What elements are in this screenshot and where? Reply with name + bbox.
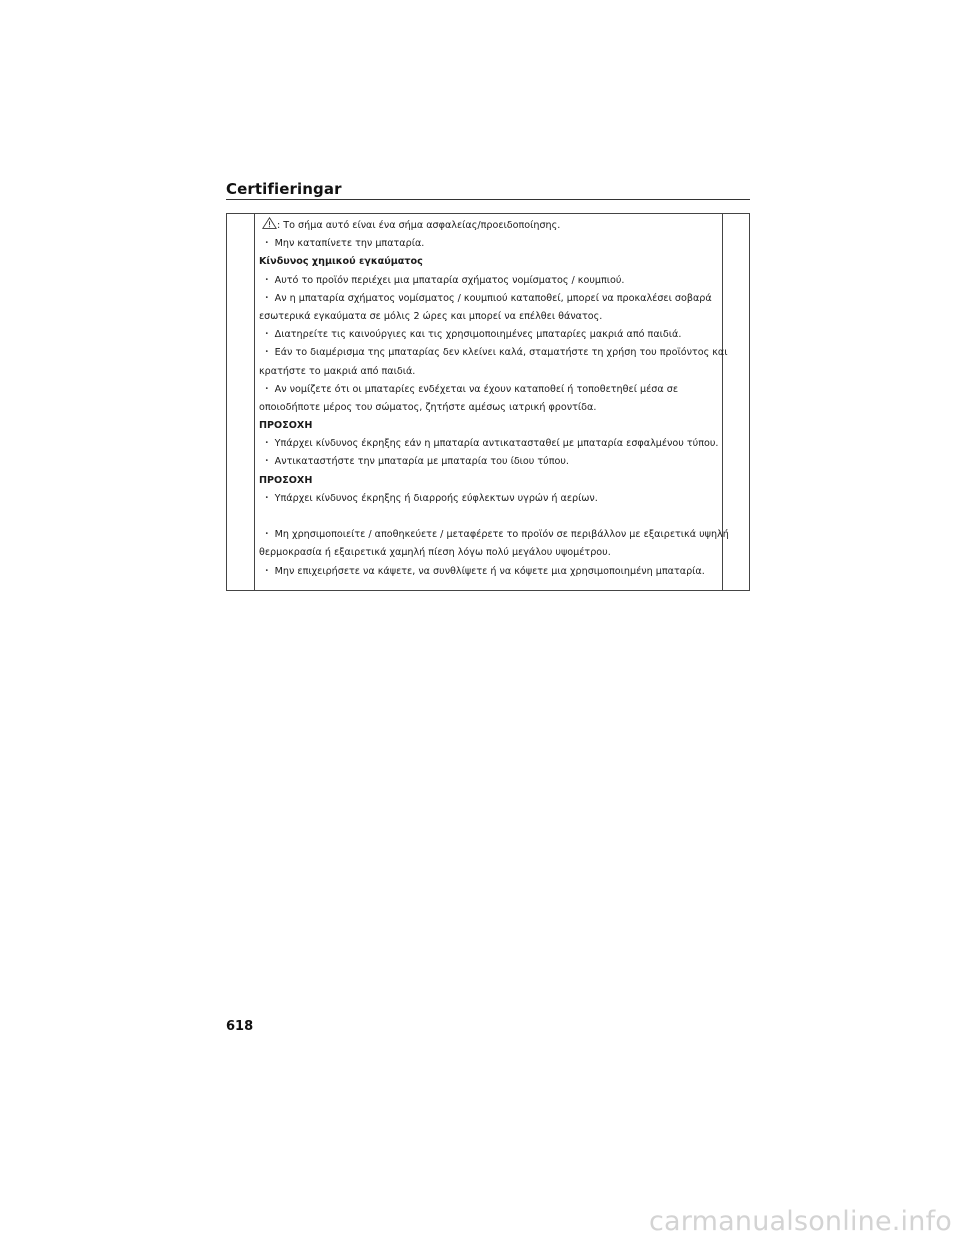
- notice-bullet: ・ Μη χρησιμοποιείτε / αποθηκεύετε / μεταφέρετε το προϊόν σε περιβάλλον με εξαιρετικά υψηλή: [262, 529, 729, 541]
- notice-blank-line: [259, 508, 719, 526]
- warning-triangle-icon: [262, 217, 277, 229]
- notice-content: [259, 217, 729, 581]
- notice-line-warning-symbol: [259, 217, 719, 235]
- notice-heading: ΠΡΟΣΟΧΗ: [259, 420, 313, 432]
- notice-bullet: ・ Αν νομίζετε ότι οι μπαταρίες ενδέχεται να έχουν καταποθεί ή τοποθετηθεί μέσα σε: [262, 383, 679, 395]
- notice-line-text: : Το σήμα αυτό είναι ένα σήμα ασφαλείας/προειδοποίησης.: [277, 220, 561, 231]
- notice-bullet: ・ Διατηρείτε τις καινούργιες και τις χρησιμοποιημένες μπαταρίες μακριά από παιδιά.: [262, 329, 682, 341]
- page-number: 618: [226, 1019, 254, 1034]
- notice-heading: ΠΡΟΣΟΧΗ: [259, 474, 313, 486]
- notice-bullet: ・ Εάν το διαμέρισμα της μπαταρίας δεν κλείνει καλά, σταματήστε τη χρήση του προϊόντος και: [262, 347, 728, 359]
- notice-bullet: ・ Υπάρχει κίνδυνος έκρηξης ή διαρροής εύφλεκτων υγρών ή αερίων.: [262, 492, 598, 504]
- notice-bullet: ・ Αν η μπαταρία σχήματος νομίσματος / κουμπιού καταποθεί, μπορεί να προκαλέσει σοβαρά: [262, 292, 712, 304]
- notice-heading: Κίνδυνος χημικού εγκαύματος: [259, 256, 423, 268]
- notice-bullet: ・ Αυτό το προϊόν περιέχει μια μπαταρία σχήματος νομίσματος / κουμπιού.: [262, 274, 625, 286]
- notice-continuation: οποιοδήποτε μέρος του σώματος, ζητήστε αμέσως ιατρική φροντίδα.: [259, 401, 597, 413]
- notice-bullet: ・ Αντικαταστήστε την μπαταρία με μπαταρία του ίδιου τύπου.: [262, 456, 569, 468]
- title-rule: [226, 199, 750, 200]
- watermark: carmanualsonline.info: [649, 1206, 952, 1237]
- notice-bullet: ・ Μην επιχειρήσετε να κάψετε, να συνθλίψετε ή να κόψετε μια χρησιμοποιημένη μπαταρία.: [262, 565, 705, 577]
- section-title: Certifieringar: [226, 180, 342, 198]
- notice-continuation: εσωτερικά εγκαύματα σε μόλις 2 ώρες και μπορεί να επέλθει θάνατος.: [259, 310, 603, 322]
- notice-inner-left-border: [254, 213, 255, 591]
- notice-continuation: θερμοκρασία ή εξαιρετικά χαμηλή πίεση λόγω πολύ μεγάλου υψομέτρου.: [259, 547, 611, 559]
- notice-continuation: κρατήστε το μακριά από παιδιά.: [259, 365, 416, 377]
- notice-bullet: ・ Υπάρχει κίνδυνος έκρηξης εάν η μπαταρία αντικατασταθεί με μπαταρία εσφαλμένου τύπου.: [262, 438, 719, 450]
- notice-bullet: ・ Μην καταπίνετε την μπαταρία.: [262, 238, 425, 250]
